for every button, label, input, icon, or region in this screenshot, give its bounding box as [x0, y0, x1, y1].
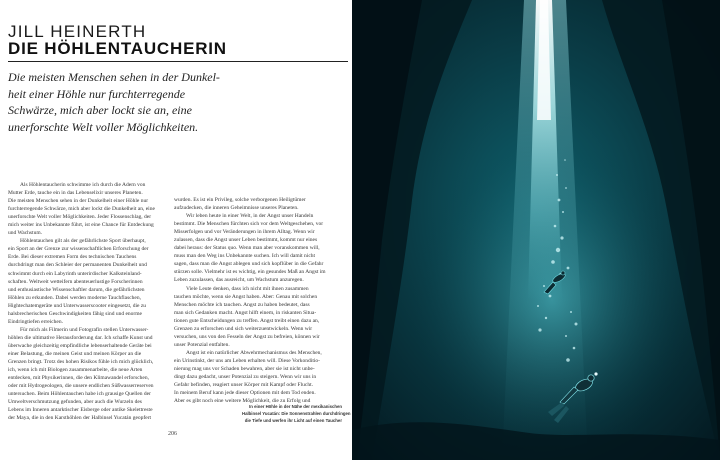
body-line: tauchen möchte, wenn sie Angst haben. Aber: Genau mit solchen [174, 293, 318, 300]
caption-line: die Tiefe und werfen ihr Licht auf einen Taucher [244, 417, 342, 423]
body-line: Höhlentauchen gilt als der gefährlichste Sport überhaupt, [20, 238, 146, 245]
body-line: Viele Leute denken, dass ich nicht mit ihnen zusammen [186, 285, 309, 292]
photo-caption [242, 404, 351, 424]
body-line: versuchen, uns von den Fesseln der Angst zu befreien, können wir [174, 333, 320, 340]
lead-line: Schwärze, mich aber lockt sie an, eine [8, 103, 192, 117]
body-line: untersuchen. Beim Höhlentauchen habe ich grausige Quellen der [8, 391, 151, 398]
body-line: man sich Gedanken macht. Angst hilft einem, in riskanten Situa- [174, 309, 317, 316]
page-number: 206 [168, 431, 177, 437]
article-title: DIE HÖHLENTAUCHERIN [8, 39, 227, 58]
body-line: Aber es gibt noch eine weitere Möglichkeit, die zu Erfolg und [174, 398, 311, 405]
cave-diver-photo [352, 0, 720, 460]
body-line: unser Potenzial entfalten. [174, 341, 230, 348]
body-line: mich weiter ins Unbekannte führt, ist eine Chance für Entdeckung [8, 222, 154, 229]
body-line: Leben zuzulassen, das ausreicht, um Wachstum anzuregen. [174, 277, 304, 284]
lead-paragraph [8, 69, 348, 135]
body-line: Eindringtiefen erreichen. [8, 318, 63, 325]
body-line: oder mit Hydrogeologen, die unsere endlichen Süßwasserreserven [8, 383, 154, 390]
body-line: Misserfolgen und vor Veränderungen in ihrem Alltag. Wenn wir [174, 229, 315, 236]
lead-line: Die meisten Menschen sehen in der Dunkel- [8, 70, 220, 84]
body-line: Grenzen bringt. Trotz des hohen Risikos fühle ich mich glücklich, [8, 359, 154, 366]
caption-line: In einer Höhle in der Nähe der mexikanischen [249, 404, 342, 409]
body-line: entdecken, mit Physikerinnen, die den Klimawandel erforschen, [8, 375, 149, 382]
body-line: aufzudecken, die inneren Geheimnisse unseres Planeten. [174, 205, 299, 212]
body-line: Angst ist ein natürlicher Abwehrmechanismus des Menschen, [186, 349, 322, 356]
body-line: furchterregende Schwärze, mich aber lockt die Dunkelheit an, eine [8, 206, 155, 213]
body-line: ich, wenn ich mit Biologen zusammenarbeite, die neue Arten [8, 367, 143, 374]
body-line: In meinem Beruf kann jede dieser Optionen mit dem Tod enden. [174, 390, 316, 397]
body-column-1 [8, 181, 166, 422]
body-line: Als Höhlentaucherin schwimme ich durch die Adern von [20, 182, 146, 188]
body-line: muss man den Weg ins Unbekannte suchen. Ich will damit nicht [174, 253, 316, 260]
body-line: sagen, dass man die Angst ablegen und sich kopflüber in die Gefahr [174, 261, 324, 268]
body-line: Menschen möchte ich tauchen. Angst zu haben bedeutet, dass [174, 301, 310, 308]
body-line: und Wachstum. [8, 230, 42, 237]
body-line: schwimmt durch ein Labyrinth unterirdischer Kalksteinland- [8, 270, 142, 277]
body-line: Für mich als Filmerin und Fotografin stellen Unterwasser- [20, 326, 149, 333]
body-line: halsbrecherischen Geschwindigkeiten fähig sind und enorme [8, 310, 142, 317]
body-line: bestimmt. Die Menschen fürchten sich vor dem Weltgeschehen, vor [174, 221, 324, 228]
left-page [0, 0, 352, 460]
body-line: wurden. Es ist ein Privileg, solche verborgenen Heiligtümer [174, 197, 306, 203]
body-line: der Maya, die in den Karsthöhlen der Halbinsel Yucatán geopfert [8, 415, 152, 422]
body-line: schaften. Weltweit wetteifern abenteuerlustige Forscherinnen [8, 278, 143, 285]
body-line: tionen gute Entscheidungen zu treffen. Angst treibt einen dazu an, [174, 317, 320, 324]
author-name: JILL HEINERTH [8, 22, 147, 41]
body-line: Die meisten Menschen sehen in der Dunkelheit einer Höhle nur [8, 198, 149, 205]
body-line: Gefahr befinden, reagiert unser Körper mit Kampf oder Flucht. [174, 382, 313, 389]
body-line: Hightechatemgeräte und Unterwasserscooter eingesetzt, die zu [8, 302, 147, 309]
lead-line: heit einer Höhle nur furchterregende [8, 86, 186, 101]
caption-line: Halbinsel Yucatán: Die Sonnenstrahlen durchdringen [242, 410, 351, 416]
body-line: Mutter Erde, tauche ein in das Lebenselixir unseres Planeten. [8, 190, 143, 197]
body-line: ein Sport an der Grenze zur wissenschaftlichen Erforschung der [8, 246, 149, 253]
body-line: einer Belastung, die meinen Geist und meinen Körper an die [8, 350, 142, 357]
body-line: dingt dazu gedacht, unser Potenzial zu steigern. Wenn wir uns in [174, 374, 317, 381]
body-line: nierung mag uns vor Schaden bewahren, aber sie ist nicht unbe- [174, 365, 315, 372]
body-line: höhlen die ultimative Herausforderung dar. Ich schaffe Kunst und [8, 334, 153, 341]
title-rule [8, 61, 348, 62]
body-line: Grenzen zu erforschen und sich weiterzuentwickeln. Wenn wir [174, 325, 313, 332]
body-line: durchdringt man den Schleier der permanenten Dunkelheit und [8, 262, 147, 269]
body-line: Lebens im Inneren antarktischer Eisberge oder antike Skelettreste [8, 407, 153, 414]
body-line: dabei heraus: der Status quo. Wenn man aber voranskommen will, [174, 245, 320, 252]
body-line: zulassen, dass die Angst unser Leben bestimmt, kommt nur eines [174, 237, 318, 244]
body-line: stürzen solle. Vielmehr ist es wichtig, ein gesundes Maß an Angst im [174, 269, 326, 276]
body-column-2 [174, 196, 332, 405]
body-line: ein Urinstinkt, der uns am Leben erhalten will. Diese Vorkonditio- [174, 357, 320, 364]
body-line: Umweltverschmutzung gefunden, aber auch die Wurzeln des [8, 399, 142, 406]
body-line: Erde. Bei dieser extremen Form des technischen Tauchens [8, 254, 137, 261]
body-line: unerforschte Welt voller Möglichkeiten. Jeder Flossenschlag, der [8, 214, 152, 221]
body-line: Wir leben heute in einer Welt, in der Angst unser Handeln [186, 213, 314, 220]
body-line: Höhlen zu erkunden. Dabei werden moderne Tauchflaschen, [8, 294, 141, 301]
body-line: und enthusiastische Wissenschaftler darum, die gefährlichsten [8, 286, 145, 293]
body-line: überwache gleichzeitig empfindliche lebenserhaltende Geräte bei [8, 342, 152, 349]
lead-line: unerforschte Welt voller Möglichkeiten. [8, 119, 199, 134]
